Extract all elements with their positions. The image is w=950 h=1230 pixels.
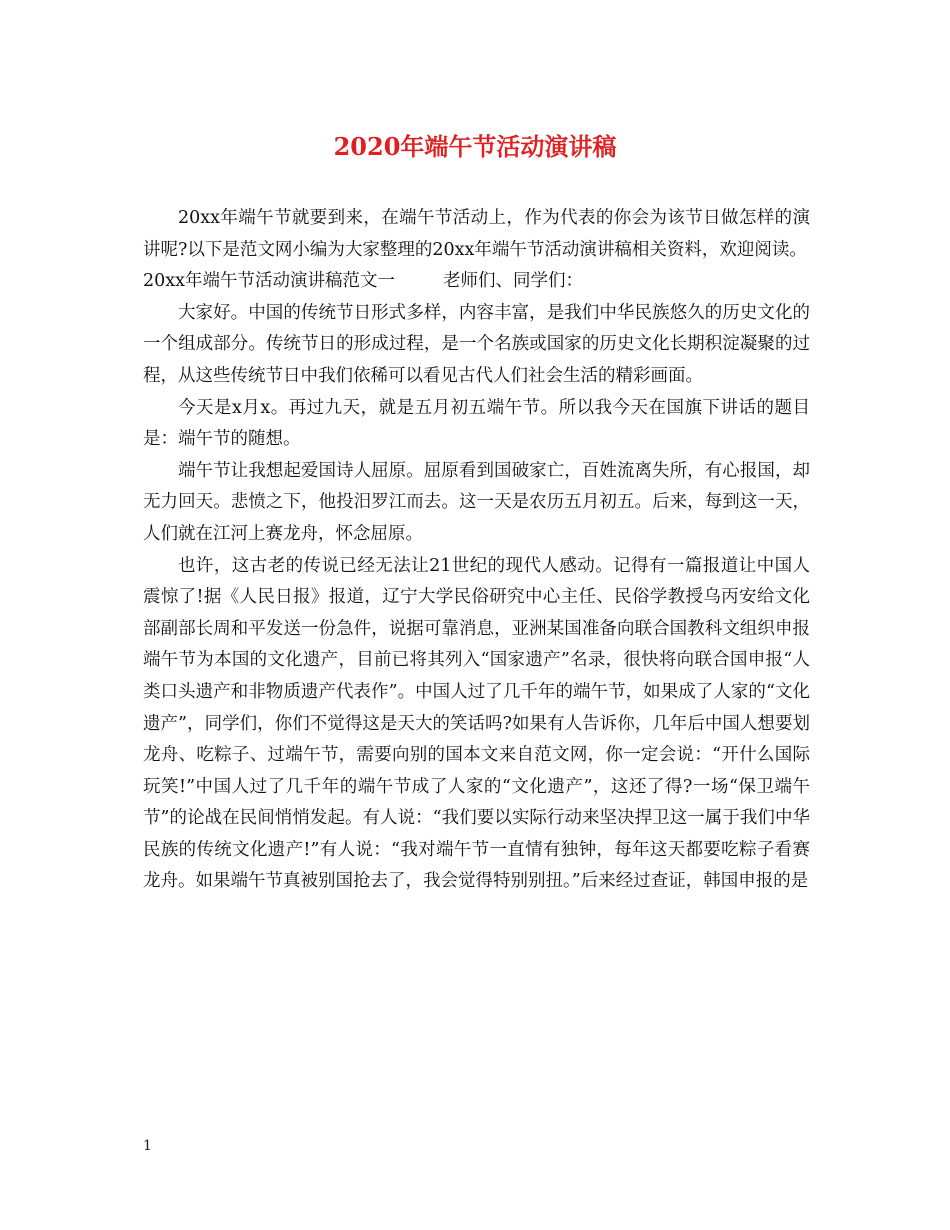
page-number: 1 — [143, 1138, 152, 1154]
salutation: 老师们、同学们： — [443, 271, 584, 292]
body-paragraph-1: 大家好。中国的传统节日形式多样，内容丰富，是我们中华民族悠久的历史文化的一个组成部分。传统节日的形成过程，是一个名族或国家的历史文化长期积淀凝聚的过程，从这些传统节日中我们依稀可以看见古代人们社会生活的精彩画面。 — [143, 302, 810, 386]
sample-heading: 20xx年端午节活动演讲稿范文一 — [143, 271, 396, 292]
body-paragraph-3: 端午节让我想起爱国诗人屈原。屈原看到国破家亡，百姓流离失所，有心报国，却无力回天。悲愤之下，他投汨罗江而去。这一天是农历五月初五。后来，每到这一天，人们就在江河上赛龙舟，怀念屈原。 — [143, 460, 810, 544]
intro-paragraph: 20xx年端午节就要到来，在端午节活动上，作为代表的你会为该节日做怎样的演讲呢?以下是范文网小编为大家整理的20xx年端午节活动演讲稿相关资料，欢迎阅读。 — [143, 208, 810, 260]
sample-heading-line — [143, 266, 810, 298]
body-paragraph-4: 也许，这古老的传说已经无法让21世纪的现代人感动。记得有一篇报道让中国人震惊了!据《人民日报》报道，辽宁大学民俗研究中心主任、民俗学教授乌丙安给文化部副部长周和平发送一份急件，说据可靠消息，亚洲某国准备向联合国教科文组织申报端午节为本国的文化遗产，目前已将其列入“国家遗产”名录，很快将向联合国申报“人类口头遗产和非物质遗产代表作”。中国人过了几千年的端午节，如果成了人家的“文化遗产”，同学们，你们不觉得这是天大的笑话吗?如果有人告诉你，几年后中国人想要划龙舟、吃粽子、过端午节，需要向别的国本文来自范文网，你一定会说：“开什么国际玩笑!”中国人过了几千年的端午节成了人家的“文化遗产”，这还了得?一场“保卫端午节”的论战在民间悄悄发起。有人说：“我们要以实际行动来坚决捍卫这一属于我们中华民族的传统文化遗产!”有人说：“我对端午节一直情有独钟，每年这天都要吃粽子看赛龙舟。如果端午节真被别国抢去了，我会觉得特别别扭。”后来经过查证，韩国申报的是 — [143, 555, 810, 892]
body-paragraph-2: 今天是x月x。再过九天，就是五月初五端午节。所以我今天在国旗下讲话的题目是：端午节的随想。 — [143, 397, 810, 450]
document-title: 2020年端午节活动演讲稿 — [333, 132, 617, 161]
document-body — [143, 203, 810, 898]
